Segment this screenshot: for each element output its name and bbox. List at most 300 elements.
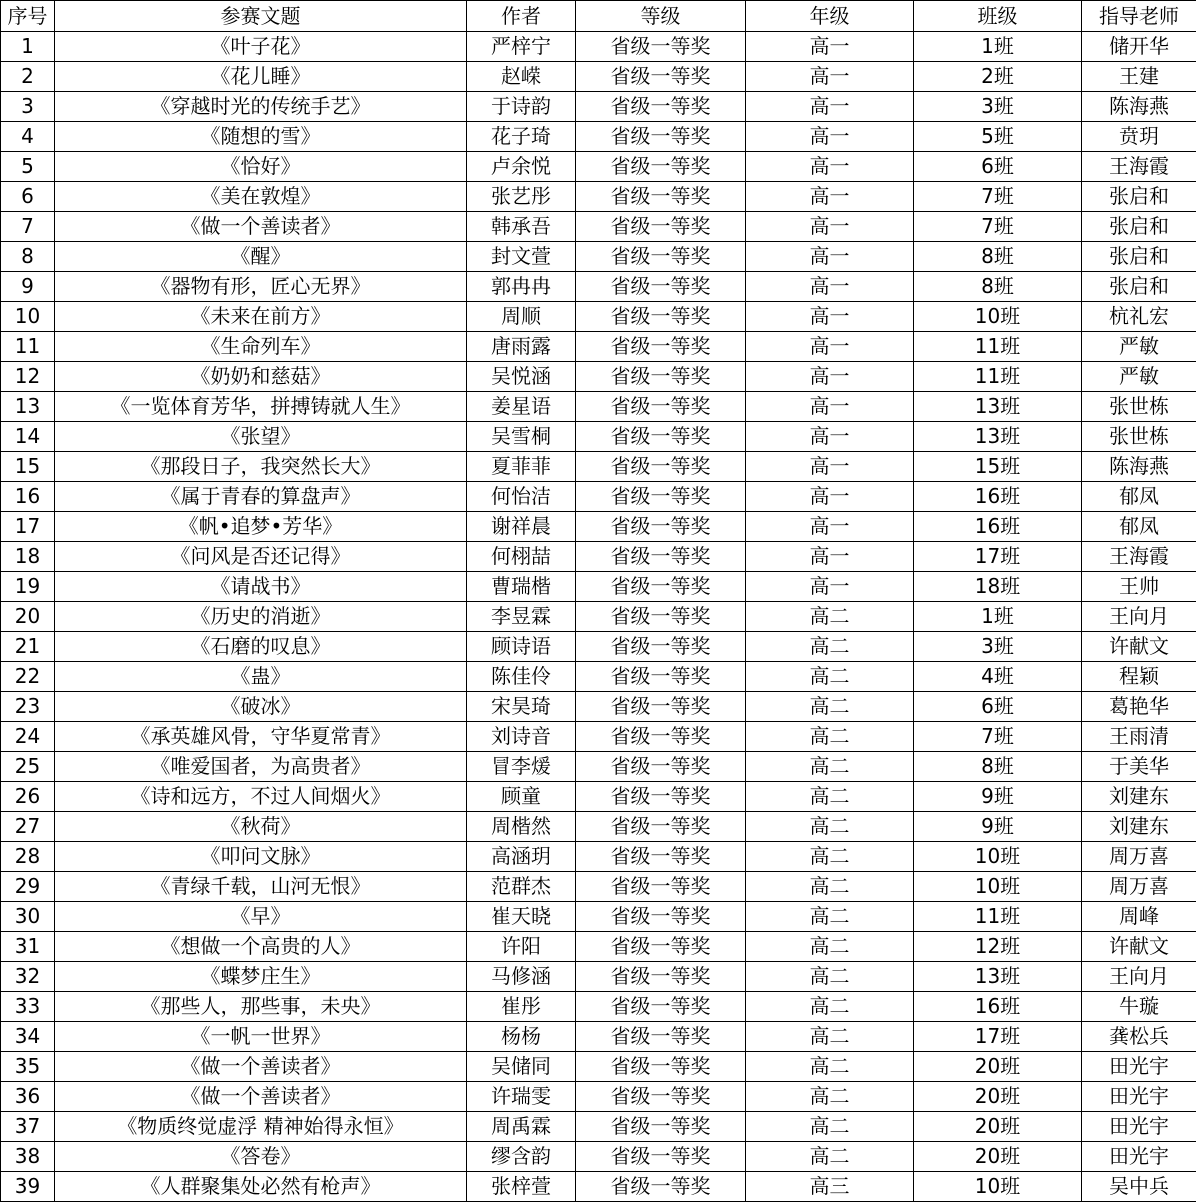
cell-index: 31 <box>1 932 55 962</box>
cell-class: 3班 <box>914 92 1082 122</box>
table-row <box>1 1112 1196 1142</box>
table-row <box>1 1052 1196 1082</box>
cell-index: 8 <box>1 242 55 272</box>
cell-class: 17班 <box>914 542 1082 572</box>
cell-index: 17 <box>1 512 55 542</box>
cell-grade: 高二 <box>746 992 914 1022</box>
table-row <box>1 632 1196 662</box>
cell-teacher: 田光宇 <box>1082 1142 1196 1172</box>
cell-author: 吴雪桐 <box>467 422 576 452</box>
table-row <box>1 1142 1196 1172</box>
cell-level: 省级一等奖 <box>576 212 746 242</box>
cell-level: 省级一等奖 <box>576 1082 746 1112</box>
cell-grade: 高二 <box>746 1142 914 1172</box>
cell-title: 《唯爱国者，为高贵者》 <box>55 752 467 782</box>
cell-teacher: 张世栋 <box>1082 422 1196 452</box>
cell-author: 陈佳伶 <box>467 662 576 692</box>
cell-class: 13班 <box>914 392 1082 422</box>
cell-level: 省级一等奖 <box>576 362 746 392</box>
table-row <box>1 542 1196 572</box>
cell-level: 省级一等奖 <box>576 422 746 452</box>
cell-index: 19 <box>1 572 55 602</box>
cell-title: 《那些人，那些事，未央》 <box>55 992 467 1022</box>
table-row <box>1 602 1196 632</box>
cell-grade: 高二 <box>746 1052 914 1082</box>
cell-class: 12班 <box>914 932 1082 962</box>
cell-index: 27 <box>1 812 55 842</box>
cell-author: 许瑞雯 <box>467 1082 576 1112</box>
cell-level: 省级一等奖 <box>576 1052 746 1082</box>
cell-teacher: 吴中兵 <box>1082 1172 1196 1202</box>
cell-teacher: 贲玥 <box>1082 122 1196 152</box>
cell-level: 省级一等奖 <box>576 332 746 362</box>
table-row <box>1 362 1196 392</box>
cell-author: 宋昊琦 <box>467 692 576 722</box>
cell-class: 2班 <box>914 62 1082 92</box>
cell-teacher: 程颖 <box>1082 662 1196 692</box>
cell-author: 于诗韵 <box>467 92 576 122</box>
cell-author: 何栩喆 <box>467 542 576 572</box>
cell-level: 省级一等奖 <box>576 1112 746 1142</box>
cell-level: 省级一等奖 <box>576 452 746 482</box>
cell-teacher: 牛璇 <box>1082 992 1196 1022</box>
cell-level: 省级一等奖 <box>576 752 746 782</box>
cell-index: 25 <box>1 752 55 782</box>
cell-index: 21 <box>1 632 55 662</box>
cell-grade: 高二 <box>746 932 914 962</box>
cell-grade: 高一 <box>746 572 914 602</box>
cell-level: 省级一等奖 <box>576 782 746 812</box>
cell-author: 范群杰 <box>467 872 576 902</box>
cell-title: 《蛊》 <box>55 662 467 692</box>
cell-grade: 高二 <box>746 902 914 932</box>
cell-title: 《恰好》 <box>55 152 467 182</box>
cell-level: 省级一等奖 <box>576 902 746 932</box>
cell-author: 韩承吾 <box>467 212 576 242</box>
cell-teacher: 陈海燕 <box>1082 452 1196 482</box>
header-grade: 年级 <box>746 1 914 32</box>
table-row <box>1 332 1196 362</box>
cell-teacher: 田光宇 <box>1082 1112 1196 1142</box>
cell-grade: 高二 <box>746 872 914 902</box>
cell-index: 37 <box>1 1112 55 1142</box>
cell-author: 马修涵 <box>467 962 576 992</box>
cell-author: 卢余悦 <box>467 152 576 182</box>
cell-author: 封文萱 <box>467 242 576 272</box>
cell-author: 吴储同 <box>467 1052 576 1082</box>
cell-level: 省级一等奖 <box>576 662 746 692</box>
cell-title: 《秋荷》 <box>55 812 467 842</box>
table-row <box>1 842 1196 872</box>
table-row <box>1 242 1196 272</box>
cell-class: 1班 <box>914 32 1082 62</box>
cell-grade: 高二 <box>746 722 914 752</box>
cell-class: 8班 <box>914 752 1082 782</box>
cell-level: 省级一等奖 <box>576 602 746 632</box>
cell-index: 16 <box>1 482 55 512</box>
cell-author: 顾诗语 <box>467 632 576 662</box>
cell-level: 省级一等奖 <box>576 1142 746 1172</box>
cell-level: 省级一等奖 <box>576 392 746 422</box>
cell-teacher: 王向月 <box>1082 962 1196 992</box>
cell-class: 6班 <box>914 692 1082 722</box>
cell-index: 30 <box>1 902 55 932</box>
cell-level: 省级一等奖 <box>576 152 746 182</box>
cell-class: 4班 <box>914 662 1082 692</box>
cell-teacher: 许献文 <box>1082 632 1196 662</box>
cell-class: 7班 <box>914 722 1082 752</box>
cell-title: 《一览体育芳华，拼搏铸就人生》 <box>55 392 467 422</box>
cell-author: 姜星语 <box>467 392 576 422</box>
table-row <box>1 692 1196 722</box>
cell-level: 省级一等奖 <box>576 62 746 92</box>
cell-teacher: 王帅 <box>1082 572 1196 602</box>
cell-index: 35 <box>1 1052 55 1082</box>
cell-grade: 高一 <box>746 482 914 512</box>
cell-title: 《器物有形，匠心无界》 <box>55 272 467 302</box>
table-row <box>1 962 1196 992</box>
table-row <box>1 572 1196 602</box>
cell-level: 省级一等奖 <box>576 242 746 272</box>
cell-title: 《张望》 <box>55 422 467 452</box>
cell-author: 赵嵘 <box>467 62 576 92</box>
table-row <box>1 1172 1196 1202</box>
cell-index: 15 <box>1 452 55 482</box>
cell-level: 省级一等奖 <box>576 542 746 572</box>
cell-author: 曹瑞楷 <box>467 572 576 602</box>
cell-title: 《蝶梦庄生》 <box>55 962 467 992</box>
cell-level: 省级一等奖 <box>576 572 746 602</box>
cell-author: 崔彤 <box>467 992 576 1022</box>
cell-title: 《请战书》 <box>55 572 467 602</box>
cell-author: 吴悦涵 <box>467 362 576 392</box>
cell-class: 16班 <box>914 512 1082 542</box>
cell-level: 省级一等奖 <box>576 722 746 752</box>
cell-class: 20班 <box>914 1142 1082 1172</box>
cell-grade: 高一 <box>746 302 914 332</box>
cell-class: 10班 <box>914 842 1082 872</box>
cell-title: 《帆•追梦•芳华》 <box>55 512 467 542</box>
cell-class: 9班 <box>914 782 1082 812</box>
cell-title: 《青绿千载，山河无恨》 <box>55 872 467 902</box>
table-row <box>1 212 1196 242</box>
table-row <box>1 182 1196 212</box>
cell-teacher: 王建 <box>1082 62 1196 92</box>
table-row <box>1 932 1196 962</box>
cell-title: 《做一个善读者》 <box>55 212 467 242</box>
table-row <box>1 152 1196 182</box>
cell-grade: 高二 <box>746 692 914 722</box>
cell-index: 20 <box>1 602 55 632</box>
cell-author: 严梓宁 <box>467 32 576 62</box>
cell-class: 20班 <box>914 1052 1082 1082</box>
cell-grade: 高一 <box>746 152 914 182</box>
cell-class: 13班 <box>914 962 1082 992</box>
cell-level: 省级一等奖 <box>576 122 746 152</box>
cell-index: 22 <box>1 662 55 692</box>
table-row <box>1 722 1196 752</box>
cell-title: 《历史的消逝》 <box>55 602 467 632</box>
cell-teacher: 田光宇 <box>1082 1082 1196 1112</box>
cell-teacher: 张启和 <box>1082 212 1196 242</box>
cell-grade: 高一 <box>746 362 914 392</box>
cell-teacher: 王雨清 <box>1082 722 1196 752</box>
cell-level: 省级一等奖 <box>576 92 746 122</box>
cell-grade: 高一 <box>746 32 914 62</box>
cell-title: 《未来在前方》 <box>55 302 467 332</box>
cell-level: 省级一等奖 <box>576 962 746 992</box>
cell-grade: 高一 <box>746 422 914 452</box>
cell-class: 16班 <box>914 992 1082 1022</box>
cell-class: 13班 <box>914 422 1082 452</box>
cell-class: 9班 <box>914 812 1082 842</box>
cell-class: 10班 <box>914 1172 1082 1202</box>
cell-index: 7 <box>1 212 55 242</box>
table-row <box>1 752 1196 782</box>
header-row <box>1 1 1196 32</box>
cell-title: 《早》 <box>55 902 467 932</box>
table-row <box>1 512 1196 542</box>
cell-grade: 高二 <box>746 1112 914 1142</box>
cell-author: 夏菲菲 <box>467 452 576 482</box>
cell-teacher: 王海霞 <box>1082 542 1196 572</box>
cell-grade: 高二 <box>746 662 914 692</box>
cell-index: 36 <box>1 1082 55 1112</box>
cell-grade: 高二 <box>746 1022 914 1052</box>
cell-class: 5班 <box>914 122 1082 152</box>
cell-class: 16班 <box>914 482 1082 512</box>
cell-index: 6 <box>1 182 55 212</box>
cell-title: 《那段日子，我突然长大》 <box>55 452 467 482</box>
cell-title: 《破冰》 <box>55 692 467 722</box>
cell-teacher: 于美华 <box>1082 752 1196 782</box>
cell-author: 冒李煖 <box>467 752 576 782</box>
cell-title: 《随想的雪》 <box>55 122 467 152</box>
cell-index: 34 <box>1 1022 55 1052</box>
cell-teacher: 张启和 <box>1082 272 1196 302</box>
cell-author: 杨杨 <box>467 1022 576 1052</box>
table-row <box>1 902 1196 932</box>
cell-teacher: 杭礼宏 <box>1082 302 1196 332</box>
cell-index: 4 <box>1 122 55 152</box>
table-row <box>1 422 1196 452</box>
cell-title: 《属于青春的算盘声》 <box>55 482 467 512</box>
cell-teacher: 严敏 <box>1082 362 1196 392</box>
cell-grade: 高二 <box>746 752 914 782</box>
cell-title: 《问风是否还记得》 <box>55 542 467 572</box>
cell-teacher: 周万喜 <box>1082 872 1196 902</box>
cell-teacher: 刘建东 <box>1082 812 1196 842</box>
cell-grade: 高二 <box>746 602 914 632</box>
cell-teacher: 王海霞 <box>1082 152 1196 182</box>
cell-title: 《承英雄风骨，守华夏常青》 <box>55 722 467 752</box>
cell-class: 3班 <box>914 632 1082 662</box>
cell-index: 26 <box>1 782 55 812</box>
table-row <box>1 452 1196 482</box>
cell-title: 《答卷》 <box>55 1142 467 1172</box>
cell-grade: 高二 <box>746 962 914 992</box>
cell-title: 《叩问文脉》 <box>55 842 467 872</box>
table-row <box>1 662 1196 692</box>
cell-title: 《生命列车》 <box>55 332 467 362</box>
cell-title: 《物质终觉虚浮 精神始得永恒》 <box>55 1112 467 1142</box>
cell-author: 谢祥晨 <box>467 512 576 542</box>
cell-index: 5 <box>1 152 55 182</box>
cell-author: 李昱霖 <box>467 602 576 632</box>
cell-teacher: 郁凤 <box>1082 512 1196 542</box>
cell-class: 6班 <box>914 152 1082 182</box>
cell-title: 《穿越时光的传统手艺》 <box>55 92 467 122</box>
cell-level: 省级一等奖 <box>576 32 746 62</box>
cell-level: 省级一等奖 <box>576 692 746 722</box>
cell-index: 9 <box>1 272 55 302</box>
cell-author: 崔天晓 <box>467 902 576 932</box>
cell-teacher: 陈海燕 <box>1082 92 1196 122</box>
cell-teacher: 张世栋 <box>1082 392 1196 422</box>
cell-title: 《做一个善读者》 <box>55 1082 467 1112</box>
header-author: 作者 <box>467 1 576 32</box>
cell-title: 《奶奶和慈菇》 <box>55 362 467 392</box>
cell-author: 许阳 <box>467 932 576 962</box>
cell-index: 1 <box>1 32 55 62</box>
cell-index: 33 <box>1 992 55 1022</box>
cell-class: 7班 <box>914 212 1082 242</box>
header-index: 序号 <box>1 1 55 32</box>
cell-level: 省级一等奖 <box>576 842 746 872</box>
cell-author: 刘诗音 <box>467 722 576 752</box>
table-row <box>1 1022 1196 1052</box>
cell-class: 8班 <box>914 242 1082 272</box>
cell-author: 张梓萱 <box>467 1172 576 1202</box>
cell-teacher: 王向月 <box>1082 602 1196 632</box>
cell-level: 省级一等奖 <box>576 992 746 1022</box>
cell-class: 17班 <box>914 1022 1082 1052</box>
cell-level: 省级一等奖 <box>576 302 746 332</box>
cell-class: 7班 <box>914 182 1082 212</box>
cell-grade: 高一 <box>746 272 914 302</box>
cell-grade: 高一 <box>746 182 914 212</box>
cell-grade: 高一 <box>746 62 914 92</box>
table-row <box>1 32 1196 62</box>
cell-class: 11班 <box>914 902 1082 932</box>
cell-teacher: 龚松兵 <box>1082 1022 1196 1052</box>
cell-level: 省级一等奖 <box>576 182 746 212</box>
cell-level: 省级一等奖 <box>576 1172 746 1202</box>
cell-title: 《人群聚集处必然有枪声》 <box>55 1172 467 1202</box>
table-row <box>1 482 1196 512</box>
cell-index: 32 <box>1 962 55 992</box>
cell-level: 省级一等奖 <box>576 272 746 302</box>
table-row <box>1 992 1196 1022</box>
cell-author: 周顺 <box>467 302 576 332</box>
cell-class: 11班 <box>914 332 1082 362</box>
table-row <box>1 122 1196 152</box>
table-row <box>1 812 1196 842</box>
cell-level: 省级一等奖 <box>576 932 746 962</box>
cell-author: 何怡洁 <box>467 482 576 512</box>
cell-grade: 高二 <box>746 842 914 872</box>
table-row <box>1 392 1196 422</box>
cell-level: 省级一等奖 <box>576 512 746 542</box>
table-row <box>1 872 1196 902</box>
cell-grade: 高一 <box>746 242 914 272</box>
cell-index: 28 <box>1 842 55 872</box>
cell-grade: 高三 <box>746 1172 914 1202</box>
table-row <box>1 302 1196 332</box>
table-body <box>1 32 1196 1202</box>
cell-teacher: 许献文 <box>1082 932 1196 962</box>
cell-index: 29 <box>1 872 55 902</box>
cell-index: 12 <box>1 362 55 392</box>
cell-class: 10班 <box>914 872 1082 902</box>
cell-title: 《石磨的叹息》 <box>55 632 467 662</box>
cell-grade: 高一 <box>746 92 914 122</box>
cell-teacher: 张启和 <box>1082 242 1196 272</box>
cell-author: 唐雨露 <box>467 332 576 362</box>
header-teacher: 指导老师 <box>1082 1 1196 32</box>
cell-class: 8班 <box>914 272 1082 302</box>
header-title: 参赛文题 <box>55 1 467 32</box>
cell-grade: 高一 <box>746 212 914 242</box>
cell-grade: 高一 <box>746 122 914 152</box>
cell-index: 14 <box>1 422 55 452</box>
cell-index: 2 <box>1 62 55 92</box>
cell-author: 周楷然 <box>467 812 576 842</box>
cell-class: 15班 <box>914 452 1082 482</box>
cell-index: 18 <box>1 542 55 572</box>
cell-author: 缪含韵 <box>467 1142 576 1172</box>
cell-teacher: 葛艳华 <box>1082 692 1196 722</box>
cell-title: 《诗和远方，不过人间烟火》 <box>55 782 467 812</box>
cell-title: 《花儿睡》 <box>55 62 467 92</box>
cell-grade: 高一 <box>746 512 914 542</box>
cell-index: 24 <box>1 722 55 752</box>
cell-grade: 高二 <box>746 1082 914 1112</box>
cell-author: 花子琦 <box>467 122 576 152</box>
cell-author: 张艺彤 <box>467 182 576 212</box>
cell-author: 顾童 <box>467 782 576 812</box>
cell-index: 3 <box>1 92 55 122</box>
cell-teacher: 张启和 <box>1082 182 1196 212</box>
table-row <box>1 62 1196 92</box>
cell-author: 郭冉冉 <box>467 272 576 302</box>
cell-class: 20班 <box>914 1082 1082 1112</box>
cell-level: 省级一等奖 <box>576 1022 746 1052</box>
cell-grade: 高二 <box>746 782 914 812</box>
cell-author: 高涵玥 <box>467 842 576 872</box>
cell-level: 省级一等奖 <box>576 872 746 902</box>
cell-grade: 高一 <box>746 542 914 572</box>
cell-class: 18班 <box>914 572 1082 602</box>
cell-title: 《叶子花》 <box>55 32 467 62</box>
cell-teacher: 田光宇 <box>1082 1052 1196 1082</box>
cell-author: 周禹霖 <box>467 1112 576 1142</box>
cell-class: 10班 <box>914 302 1082 332</box>
cell-teacher: 刘建东 <box>1082 782 1196 812</box>
table-row <box>1 272 1196 302</box>
cell-class: 11班 <box>914 362 1082 392</box>
table-row <box>1 782 1196 812</box>
cell-class: 20班 <box>914 1112 1082 1142</box>
cell-index: 11 <box>1 332 55 362</box>
cell-grade: 高一 <box>746 452 914 482</box>
table-row <box>1 1082 1196 1112</box>
cell-index: 13 <box>1 392 55 422</box>
cell-title: 《想做一个高贵的人》 <box>55 932 467 962</box>
cell-teacher: 周峰 <box>1082 902 1196 932</box>
cell-level: 省级一等奖 <box>576 812 746 842</box>
cell-index: 23 <box>1 692 55 722</box>
